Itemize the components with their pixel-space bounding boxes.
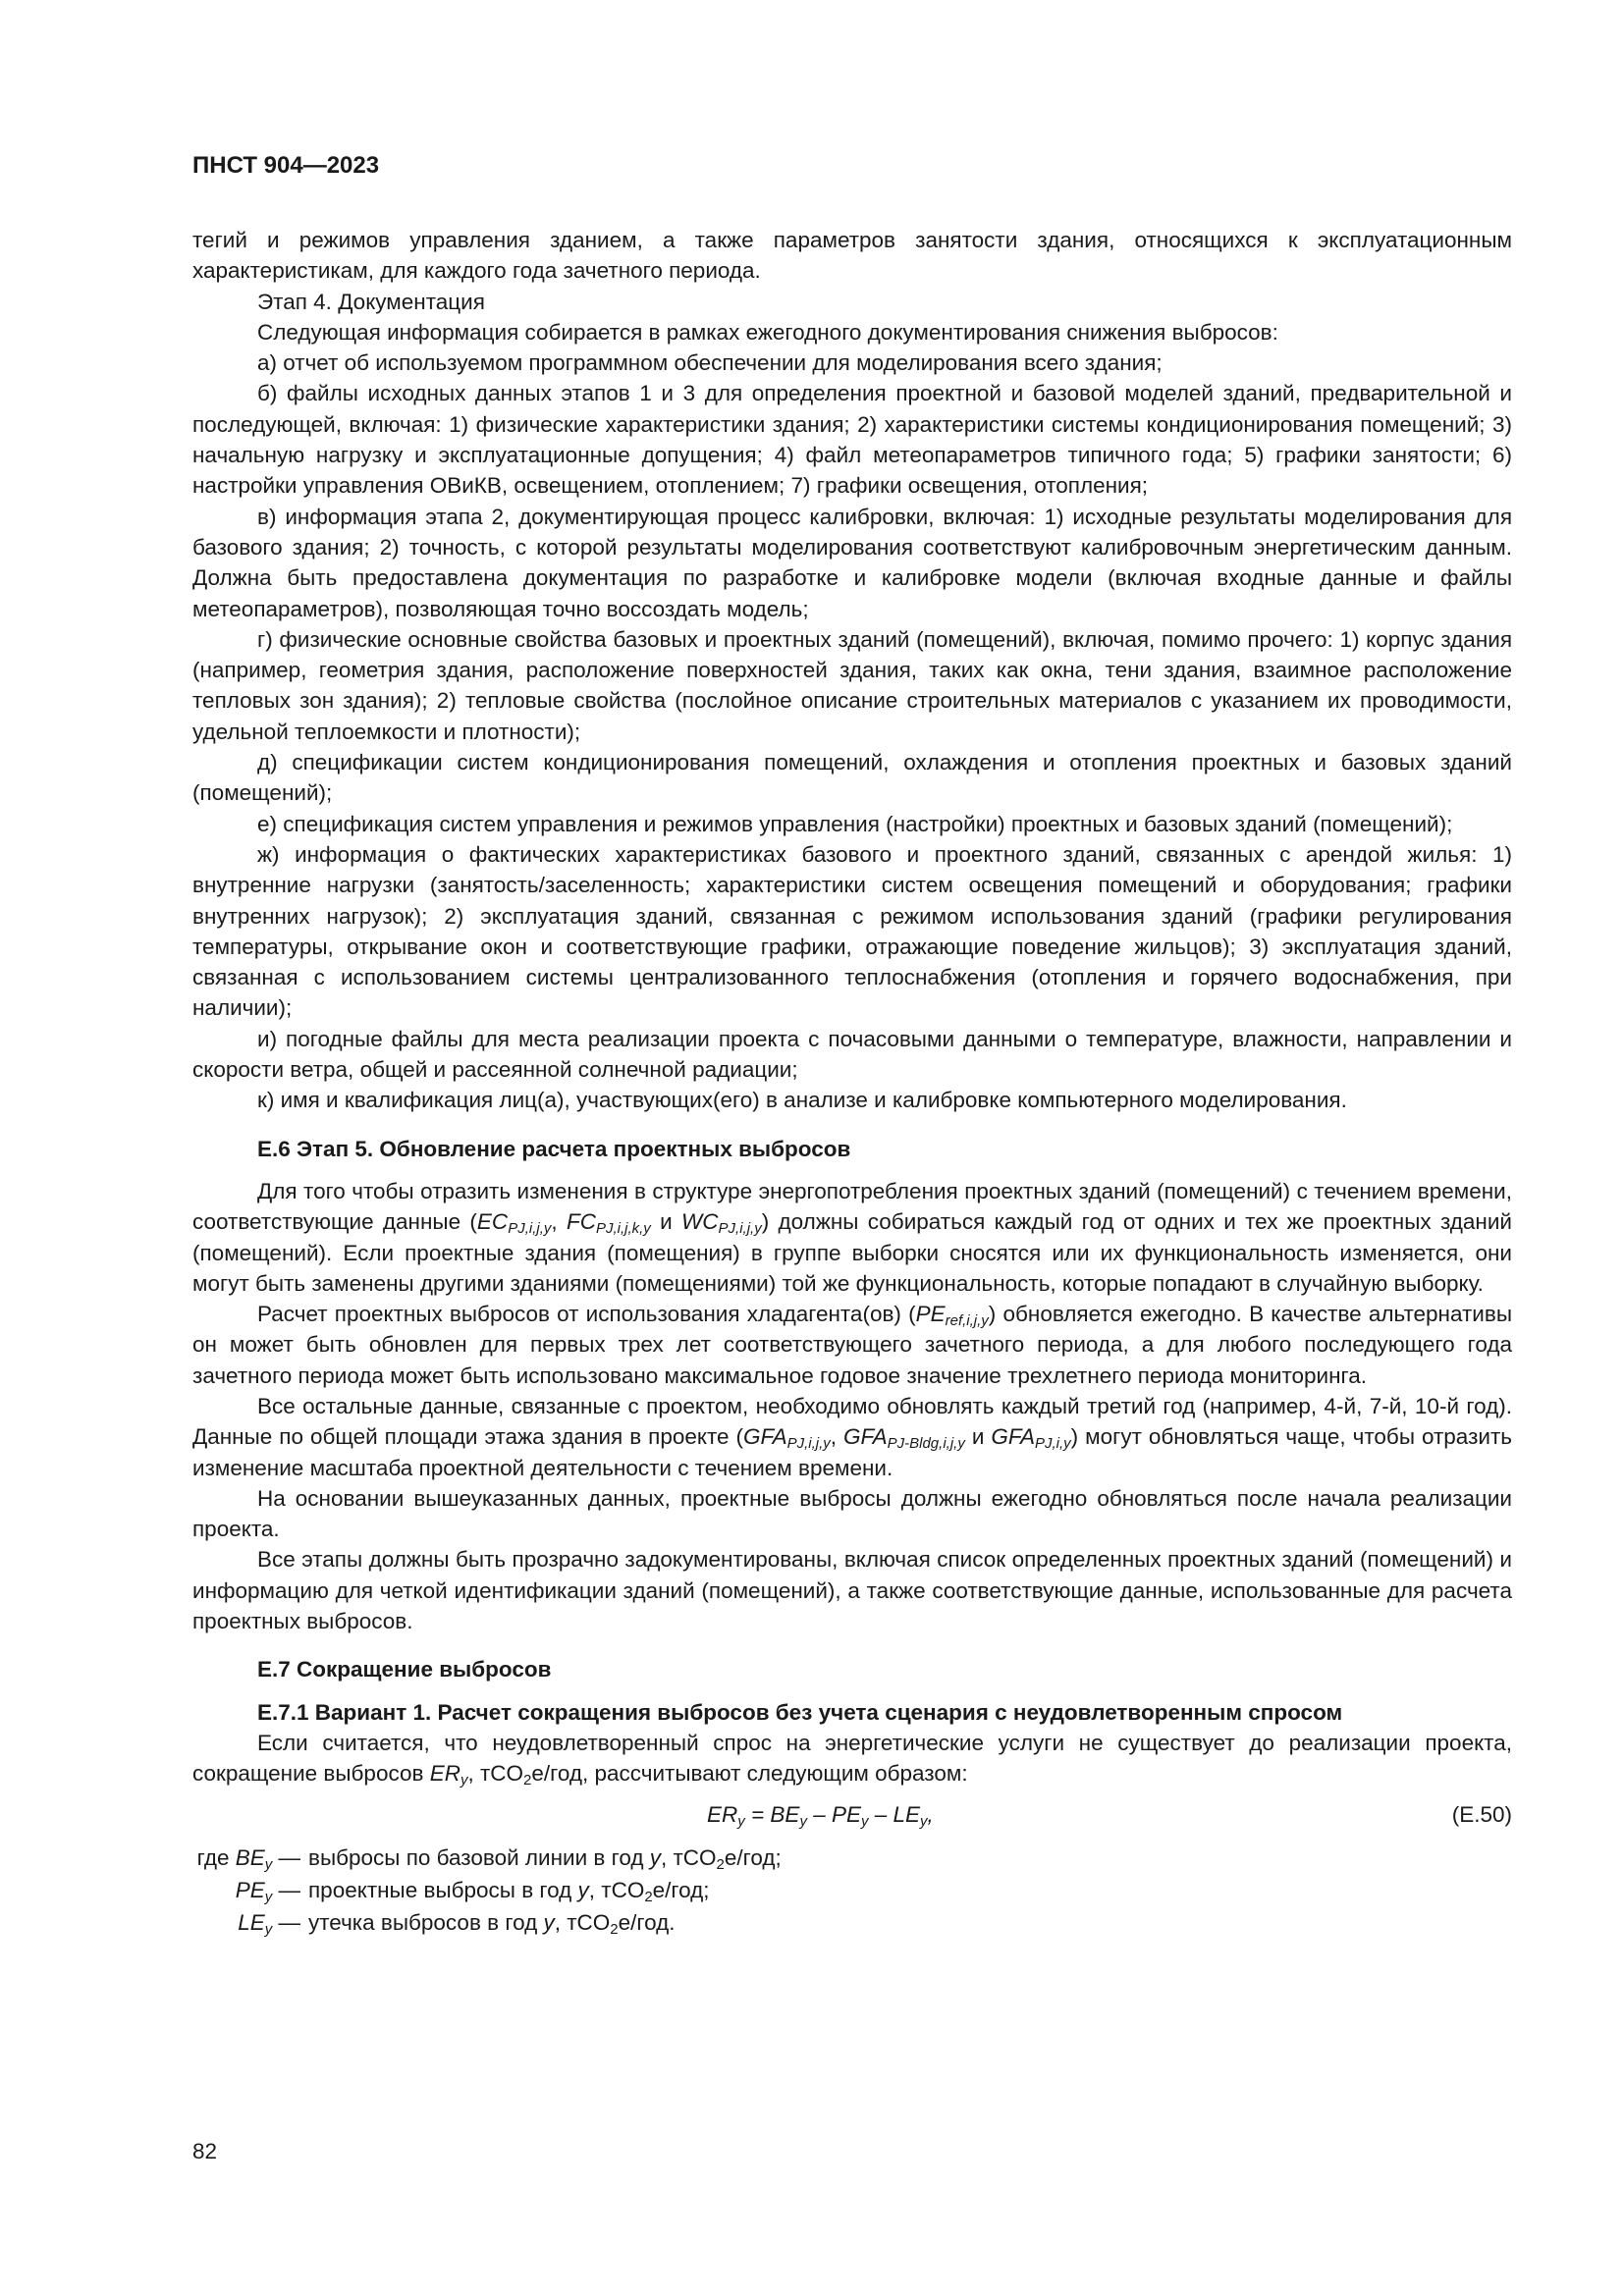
list-item: е) спецификация систем управления и режимов управления (настройки) проектных и базовых зданий (помещений); [257, 811, 1453, 836]
paragraph: На основании вышеуказанных данных, проектные выбросы должны ежегодно обновляться после начала реализации проекта. [192, 1485, 1512, 1542]
where-item: $PE_y$ — проектные выбросы в год y, тCO$_2$е/год; [235, 1877, 710, 1905]
paragraph: Если считается, что неудовлетворенный спрос на энергетические услуги не существует до реализации проекта, сокращение выбросов $ER_y$, тCO$_2$е/год, рассчитывают следующим образом: [192, 1730, 1512, 1789]
paragraph: Расчет проектных выбросов от использования хладагента(ов) $(PE_{ref,i,j,y})$ обновляется ежегодно. В качестве альтернативы он может быть обновлен для первых трех лет соответствующего зачетного периода, а для любого последующего года зачетного периода может быть использовано максимальное годовое значение трехлетнего периода мониторинга. [192, 1302, 1512, 1388]
section-heading-e7: Е.7 Сокращение выбросов [257, 1657, 552, 1682]
paragraph: Следующая информация собирается в рамках ежегодного документирования снижения выбросов: [257, 319, 1278, 345]
list-item: г) физические основные свойства базовых и проектных зданий (помещений), включая, помимо прочего: 1) корпус здания (например, геометрия здания, расположение поверхностей здания, таких как окна, тени здания, взаимное расположение тепловых зон здания); 2) тепловые свойства (послойное описание строительных материалов с указанием их проводимости, удельной теплоемкости и плотности); [192, 626, 1512, 744]
list-item: а) отчет об используемом программном обеспечении для моделирования всего здания; [257, 350, 1163, 376]
where-item: $LE_y$ — утечка выбросов в год y, тCO$_2$е/год. [238, 1909, 676, 1938]
paragraph: тегий и режимов управления зданием, а также параметров занятости здания, относящихся к эксплуатационным характеристикам, для каждого года зачетного периода. [192, 228, 1512, 284]
formula-number: (Е.50) [1451, 1801, 1512, 1827]
list-item: ж) информация о фактических характеристиках базового и проектного зданий, связанных с арендой жилья: 1) внутренние нагрузки (занятость/заселенность; характеристики систем освещения помещений и оборудования; графики внутренних нагрузок); 2) эксплуатация зданий, связанная с режимом использования зданий (графики регулирования температуры, открывание окон и соответствующие графики, отражающие поведение жильцов); 3) эксплуатация зданий, связанная с использованием системы централизованного теплоснабжения (отопления и горячего водоснабжения, при наличии); [192, 841, 1512, 1021]
formula-row [192, 1795, 1512, 1837]
paragraph: Все этапы должны быть прозрачно задокументированы, включая список определенных проектных зданий (помещений) и информацию для четкой идентификации зданий (помещений), а также соответствующие данные, использованные для расчета проектных выбросов. [192, 1547, 1512, 1634]
list-item: д) спецификации систем кондиционирования помещений, охлаждения и отопления проектных и базовых зданий (помещений); [192, 750, 1512, 806]
list-item: в) информация этапа 2, документирующая процесс калибровки, включая: 1) исходные результаты моделирования для базового здания; 2) точность, с которой результаты моделирования соответствуют калибровочным энергетическим данным. Должна быть предоставлена документация по разработке и калибровке модели (включая входные данные и файлы метеопараметров), позволяющая точно воссоздать модель; [192, 504, 1512, 621]
subsection-heading-e7-1: Е.7.1 Вариант 1. Расчет сокращения выбросов без учета сценария с неудовлетворенным спросом [257, 1699, 1343, 1725]
paragraph-stage-title: Этап 4. Документация [257, 289, 485, 314]
paragraph: Для того чтобы отразить изменения в структуре энергопотребления проектных зданий (помещений) с течением времени, соответствующие данные ($EC_{PJ,i,j,y}$, $FC_{PJ,i,j,k,y}$ и $WC_{PJ,i,j,y}$) должны собираться каждый год от одних и тех же проектных зданий (помещений). Если проектные здания (помещения) в группе выборки сносятся или их функциональность изменяется, они могут быть заменены другими зданиями (помещениями) той же функциональность, которые попадают в случайную выборку. [192, 1178, 1512, 1296]
paragraph: Все остальные данные, связанные с проектом, необходимо обновлять каждый третий год (например, 4-й, 7-й, 10-й год). Данные по общей площади этажа здания в проекте ($GFA_{PJ,i,j,y}$, $GFA_{PJ-Bldg,i,j,y}$ и $GFA_{PJ,i,y}$) могут обновляться чаще, чтобы отразить изменение масштаба проектной деятельности с течением времени. [192, 1393, 1512, 1480]
formula-e50: $ER_y = BE_y - PE_y - LE_y$, [707, 1801, 934, 1830]
page-number: 82 [192, 2139, 218, 2163]
main-text [192, 225, 1512, 1940]
document-code: ПНСТ 904—2023 [192, 152, 380, 179]
where-list [192, 1842, 1512, 1940]
where-item: где $BE_y$ — выбросы по базовой линии в год y, тCO$_2$е/год; [196, 1844, 782, 1873]
list-item: б) файлы исходных данных этапов 1 и 3 для определения проектной и базовой моделей зданий, предварительной и последующей, включая: 1) физические характеристики здания; 2) характеристики системы кондиционирования помещений; 3) начальную нагрузку и эксплуатационные допущения; 4) файл метеопараметров типичного года; 5) графики занятости; 6) настройки управления ОВиКВ, освещением, отоплением; 7) графики освещения, отопления; [192, 381, 1512, 499]
list-item: и) погодные файлы для места реализации проекта с почасовыми данными о температуре, влажности, направлении и скорости ветра, общей и рассеянной солнечной радиации; [192, 1026, 1512, 1083]
section-heading-e6: Е.6 Этап 5. Обновление расчета проектных выбросов [257, 1136, 851, 1161]
list-item: к) имя и квалификация лиц(а), участвующих(его) в анализе и калибровке компьютерного моделирования. [257, 1088, 1347, 1113]
